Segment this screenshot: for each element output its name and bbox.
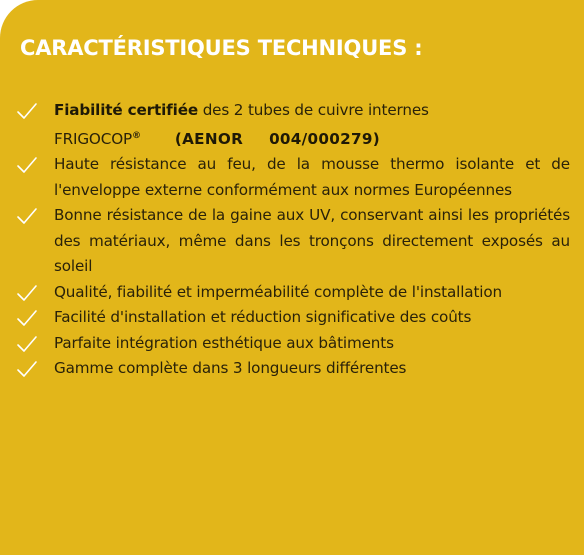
- check-icon: [16, 101, 38, 121]
- check-icon: [16, 206, 38, 226]
- check-icon: [16, 359, 38, 379]
- feature-text: Facilité d'installation et réduction significative des coûts: [54, 308, 472, 326]
- brand-text: FRIGOCOP: [54, 129, 133, 148]
- registered-mark: ®: [132, 130, 141, 141]
- list-item: [16, 356, 570, 382]
- list-item: [16, 280, 570, 306]
- cert-open: (AENOR: [174, 129, 244, 148]
- list-item: [16, 331, 570, 357]
- feature-list: [16, 98, 570, 382]
- panel-title: CARACTÉRISTIQUES TECHNIQUES :: [20, 36, 423, 60]
- check-icon: [16, 155, 38, 175]
- check-icon: [16, 308, 38, 328]
- feature-lead-bold: Fiabilité certifiée: [54, 101, 198, 119]
- list-item: [16, 203, 570, 280]
- list-item: [16, 98, 570, 152]
- feature-text: Bonne résistance de la gaine aux UV, conservant ainsi les propriétés des matériaux, même dans les tronçons directement exposés au soleil: [54, 206, 570, 275]
- check-icon: [16, 334, 38, 354]
- list-item: [16, 152, 570, 203]
- check-icon: [16, 283, 38, 303]
- feature-text: Haute résistance au feu, de la mousse thermo isolante et de l'enveloppe externe conformément aux normes Européennes: [54, 155, 570, 199]
- feature-text: Qualité, fiabilité et imperméabilité complète de l'installation: [54, 282, 502, 301]
- cert-number: 004/000279): [269, 129, 380, 148]
- feature-text: Gamme complète dans 3 longueurs différentes: [54, 359, 407, 377]
- list-item: [16, 305, 570, 331]
- feature-text-part: des 2 tubes de cuivre internes: [202, 101, 429, 119]
- feature-text: Parfaite intégration esthétique aux bâtiments: [54, 333, 394, 352]
- brand-name: [54, 130, 141, 148]
- feature-text: [54, 98, 570, 152]
- certification: [175, 130, 380, 148]
